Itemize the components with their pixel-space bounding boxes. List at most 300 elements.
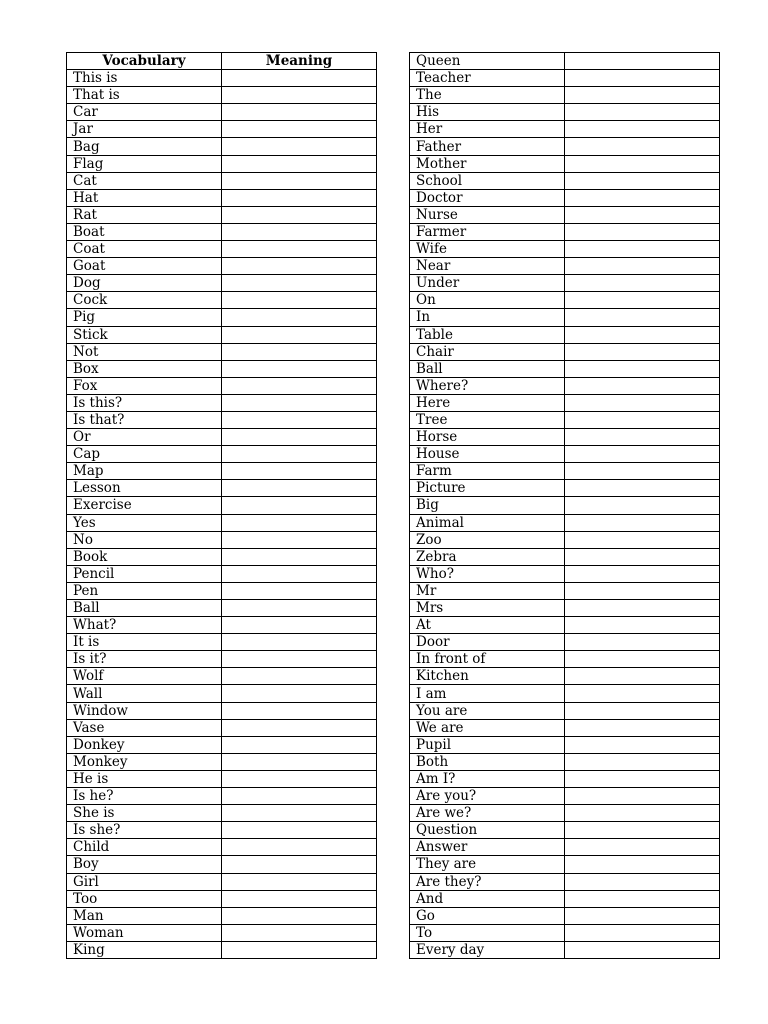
table-row (410, 634, 720, 651)
meaning-cell[interactable] (565, 531, 720, 548)
meaning-cell[interactable] (222, 617, 377, 634)
vocabulary-table-left (66, 52, 377, 959)
vocabulary-word: Near (410, 258, 565, 275)
table-row (410, 87, 720, 104)
table-row (410, 941, 720, 958)
table-row (410, 702, 720, 719)
meaning-cell[interactable] (222, 805, 377, 822)
table-row (67, 565, 377, 582)
table-row (67, 548, 377, 565)
vocabulary-word: Child (67, 839, 222, 856)
vocabulary-word: Chair (410, 343, 565, 360)
meaning-cell[interactable] (222, 223, 377, 240)
vocabulary-word: Farmer (410, 223, 565, 240)
meaning-cell[interactable] (222, 890, 377, 907)
table-row (67, 189, 377, 206)
table-row (410, 497, 720, 514)
vocabulary-word: Box (67, 360, 222, 377)
vocabulary-word: Vase (67, 719, 222, 736)
meaning-cell[interactable] (565, 685, 720, 702)
vocabulary-word: Exercise (67, 497, 222, 514)
table-row (67, 70, 377, 87)
vocabulary-word: Car (67, 104, 222, 121)
vocabulary-word: School (410, 172, 565, 189)
table-row (67, 668, 377, 685)
vocabulary-list-left (67, 70, 377, 959)
meaning-cell[interactable] (222, 770, 377, 787)
table-row (410, 565, 720, 582)
table-row (67, 87, 377, 104)
meaning-cell[interactable] (565, 890, 720, 907)
meaning-cell[interactable] (222, 394, 377, 411)
table-row (410, 70, 720, 87)
meaning-cell[interactable] (565, 377, 720, 394)
table-row (410, 241, 720, 258)
table-row (67, 480, 377, 497)
table-row (67, 497, 377, 514)
vocabulary-word: They are (410, 856, 565, 873)
vocabulary-word: Mrs (410, 600, 565, 617)
meaning-cell[interactable] (565, 70, 720, 87)
meaning-cell[interactable] (565, 275, 720, 292)
vocabulary-word: Nurse (410, 206, 565, 223)
vocabulary-word: Flag (67, 155, 222, 172)
vocabulary-word: Not (67, 343, 222, 360)
vocabulary-word: House (410, 446, 565, 463)
meaning-cell[interactable] (565, 411, 720, 428)
vocabulary-word: Wife (410, 241, 565, 258)
vocabulary-word: Zoo (410, 531, 565, 548)
vocabulary-header: Vocabulary (67, 53, 222, 70)
vocabulary-word: Book (67, 548, 222, 565)
table-row (410, 873, 720, 890)
table-row (410, 343, 720, 360)
vocabulary-word: Dog (67, 275, 222, 292)
table-row (410, 770, 720, 787)
meaning-cell[interactable] (565, 394, 720, 411)
vocabulary-word: Every day (410, 941, 565, 958)
table-row (67, 924, 377, 941)
vocabulary-word: Farm (410, 463, 565, 480)
meaning-cell[interactable] (565, 548, 720, 565)
vocabulary-word: Pen (67, 582, 222, 599)
meaning-cell[interactable] (222, 275, 377, 292)
vocabulary-word: Are you? (410, 788, 565, 805)
table-row (67, 241, 377, 258)
table-row (67, 788, 377, 805)
vocabulary-word: Cat (67, 172, 222, 189)
meaning-cell[interactable] (565, 907, 720, 924)
table-row (410, 753, 720, 770)
table-row (410, 223, 720, 240)
vocabulary-word: Is it? (67, 651, 222, 668)
meaning-cell[interactable] (565, 446, 720, 463)
table-row (67, 822, 377, 839)
table-row (410, 206, 720, 223)
vocabulary-word: Go (410, 907, 565, 924)
vocabulary-word: Both (410, 753, 565, 770)
meaning-cell[interactable] (565, 138, 720, 155)
table-row (67, 839, 377, 856)
table-row (67, 463, 377, 480)
meaning-cell[interactable] (565, 634, 720, 651)
meaning-cell[interactable] (222, 548, 377, 565)
vocabulary-word: Table (410, 326, 565, 343)
table-row (410, 463, 720, 480)
meaning-cell[interactable] (222, 634, 377, 651)
vocabulary-word: Coat (67, 241, 222, 258)
meaning-cell[interactable] (222, 497, 377, 514)
vocabulary-word: You are (410, 702, 565, 719)
meaning-cell[interactable] (222, 839, 377, 856)
meaning-cell[interactable] (565, 258, 720, 275)
meaning-cell[interactable] (565, 788, 720, 805)
table-row (410, 617, 720, 634)
meaning-cell[interactable] (222, 736, 377, 753)
table-row (67, 753, 377, 770)
meaning-cell[interactable] (222, 138, 377, 155)
meaning-cell[interactable] (222, 924, 377, 941)
vocabulary-word: Ball (410, 360, 565, 377)
table-row (410, 582, 720, 599)
vocabulary-word: His (410, 104, 565, 121)
table-row (67, 138, 377, 155)
meaning-cell[interactable] (565, 856, 720, 873)
vocabulary-word: Who? (410, 565, 565, 582)
vocabulary-word: Window (67, 702, 222, 719)
vocabulary-word: He is (67, 770, 222, 787)
meaning-cell[interactable] (565, 53, 720, 70)
meaning-cell[interactable] (565, 241, 720, 258)
vocabulary-word: We are (410, 719, 565, 736)
vocabulary-word: Pig (67, 309, 222, 326)
meaning-cell[interactable] (222, 309, 377, 326)
meaning-cell[interactable] (222, 668, 377, 685)
vocabulary-word: Stick (67, 326, 222, 343)
vocabulary-word: Kitchen (410, 668, 565, 685)
vocabulary-word: Queen (410, 53, 565, 70)
vocabulary-word: No (67, 531, 222, 548)
vocabulary-word: Answer (410, 839, 565, 856)
meaning-cell[interactable] (565, 668, 720, 685)
vocabulary-word: Zebra (410, 548, 565, 565)
vocabulary-word: Where? (410, 377, 565, 394)
table-row (67, 275, 377, 292)
table-row (67, 805, 377, 822)
table-row (410, 104, 720, 121)
vocabulary-word: To (410, 924, 565, 941)
vocabulary-word: Wall (67, 685, 222, 702)
vocabulary-word: And (410, 890, 565, 907)
table-row (410, 856, 720, 873)
table-row (410, 839, 720, 856)
meaning-cell[interactable] (565, 429, 720, 446)
meaning-cell[interactable] (565, 480, 720, 497)
table-row (410, 907, 720, 924)
vocabulary-word: Is this? (67, 394, 222, 411)
meaning-cell[interactable] (222, 514, 377, 531)
vocabulary-word: Girl (67, 873, 222, 890)
meaning-cell[interactable] (565, 600, 720, 617)
vocabulary-word: What? (67, 617, 222, 634)
vocabulary-word: Hat (67, 189, 222, 206)
vocabulary-word: I am (410, 685, 565, 702)
table-row (67, 770, 377, 787)
table-row (67, 685, 377, 702)
meaning-cell[interactable] (565, 292, 720, 309)
table-row (67, 377, 377, 394)
table-row (410, 924, 720, 941)
meaning-cell[interactable] (565, 770, 720, 787)
meaning-cell[interactable] (222, 155, 377, 172)
vocabulary-word: Mother (410, 155, 565, 172)
table-row (410, 719, 720, 736)
table-row (67, 582, 377, 599)
table-row (410, 531, 720, 548)
meaning-cell[interactable] (565, 924, 720, 941)
vocabulary-table-right (409, 52, 720, 959)
vocabulary-word: Pencil (67, 565, 222, 582)
vocabulary-word: On (410, 292, 565, 309)
meaning-cell[interactable] (565, 719, 720, 736)
meaning-cell[interactable] (565, 873, 720, 890)
meaning-cell[interactable] (565, 172, 720, 189)
meaning-cell[interactable] (565, 565, 720, 582)
vocabulary-word: That is (67, 87, 222, 104)
vocabulary-word: Yes (67, 514, 222, 531)
table-row (67, 411, 377, 428)
meaning-cell[interactable] (565, 206, 720, 223)
table-row (67, 258, 377, 275)
meaning-cell[interactable] (565, 805, 720, 822)
vocabulary-word: Map (67, 463, 222, 480)
vocabulary-word: Wolf (67, 668, 222, 685)
meaning-cell[interactable] (222, 70, 377, 87)
meaning-cell[interactable] (222, 463, 377, 480)
table-row (67, 617, 377, 634)
meaning-cell[interactable] (222, 788, 377, 805)
table-row (410, 514, 720, 531)
vocabulary-word: Is she? (67, 822, 222, 839)
vocabulary-word: Cap (67, 446, 222, 463)
vocabulary-word: Here (410, 394, 565, 411)
meaning-cell[interactable] (222, 121, 377, 138)
vocabulary-word: Rat (67, 206, 222, 223)
meaning-cell[interactable] (565, 121, 720, 138)
table-row (67, 600, 377, 617)
vocabulary-word: Is he? (67, 788, 222, 805)
meaning-cell[interactable] (222, 822, 377, 839)
table-row (410, 394, 720, 411)
meaning-cell[interactable] (222, 292, 377, 309)
vocabulary-word: Door (410, 634, 565, 651)
meaning-cell[interactable] (565, 941, 720, 958)
meaning-cell[interactable] (565, 582, 720, 599)
table-row (67, 890, 377, 907)
table-row (67, 104, 377, 121)
table-row (67, 223, 377, 240)
vocabulary-word: Boy (67, 856, 222, 873)
vocabulary-word: Jar (67, 121, 222, 138)
meaning-cell[interactable] (565, 343, 720, 360)
vocabulary-word: Doctor (410, 189, 565, 206)
meaning-cell[interactable] (222, 326, 377, 343)
vocabulary-word: Monkey (67, 753, 222, 770)
meaning-cell[interactable] (222, 651, 377, 668)
meaning-cell[interactable] (565, 189, 720, 206)
vocabulary-word: This is (67, 70, 222, 87)
vocabulary-word: It is (67, 634, 222, 651)
meaning-cell[interactable] (565, 497, 720, 514)
meaning-cell[interactable] (222, 941, 377, 958)
meaning-cell[interactable] (222, 189, 377, 206)
table-row (67, 292, 377, 309)
vocabulary-word: Is that? (67, 411, 222, 428)
meaning-cell[interactable] (222, 206, 377, 223)
table-row (410, 138, 720, 155)
meaning-cell[interactable] (222, 582, 377, 599)
table-row (67, 394, 377, 411)
meaning-cell[interactable] (565, 617, 720, 634)
meaning-cell[interactable] (565, 326, 720, 343)
table-row (410, 377, 720, 394)
table-row (410, 788, 720, 805)
meaning-cell[interactable] (565, 155, 720, 172)
meaning-cell[interactable] (222, 565, 377, 582)
meaning-cell[interactable] (565, 360, 720, 377)
table-row (410, 53, 720, 70)
vocabulary-word: Horse (410, 429, 565, 446)
vocabulary-word: Mr (410, 582, 565, 599)
table-row (410, 121, 720, 138)
table-header-row (67, 53, 377, 70)
table-row (67, 736, 377, 753)
meaning-cell[interactable] (565, 822, 720, 839)
meaning-cell[interactable] (222, 753, 377, 770)
vocabulary-word: Ball (67, 600, 222, 617)
vocabulary-word: At (410, 617, 565, 634)
table-row (67, 309, 377, 326)
table-row (67, 514, 377, 531)
vocabulary-word: Father (410, 138, 565, 155)
meaning-cell[interactable] (222, 531, 377, 548)
meaning-header: Meaning (222, 53, 377, 70)
table-row (67, 702, 377, 719)
meaning-cell[interactable] (565, 736, 720, 753)
meaning-cell[interactable] (222, 856, 377, 873)
meaning-cell[interactable] (565, 702, 720, 719)
meaning-cell[interactable] (565, 463, 720, 480)
table-row (67, 719, 377, 736)
vocabulary-word: Picture (410, 480, 565, 497)
meaning-cell[interactable] (222, 719, 377, 736)
meaning-cell[interactable] (565, 104, 720, 121)
meaning-cell[interactable] (222, 360, 377, 377)
vocabulary-list-right (410, 53, 720, 959)
table-row (67, 446, 377, 463)
vocabulary-word: Woman (67, 924, 222, 941)
vocabulary-word: The (410, 87, 565, 104)
meaning-cell[interactable] (222, 429, 377, 446)
meaning-cell[interactable] (565, 514, 720, 531)
table-row (410, 446, 720, 463)
meaning-cell[interactable] (565, 87, 720, 104)
table-row (410, 309, 720, 326)
vocabulary-word: Big (410, 497, 565, 514)
vocabulary-word: King (67, 941, 222, 958)
meaning-cell[interactable] (565, 839, 720, 856)
meaning-cell[interactable] (222, 258, 377, 275)
meaning-cell[interactable] (565, 309, 720, 326)
vocabulary-word: Too (67, 890, 222, 907)
vocabulary-word: Bag (67, 138, 222, 155)
vocabulary-word: Under (410, 275, 565, 292)
vocabulary-word: Tree (410, 411, 565, 428)
vocabulary-word: In front of (410, 651, 565, 668)
vocabulary-word: Am I? (410, 770, 565, 787)
table-row (410, 292, 720, 309)
vocabulary-word: Man (67, 907, 222, 924)
table-row (67, 206, 377, 223)
vocabulary-word: Or (67, 429, 222, 446)
meaning-cell[interactable] (222, 907, 377, 924)
meaning-cell[interactable] (565, 753, 720, 770)
vocabulary-word: Goat (67, 258, 222, 275)
meaning-cell[interactable] (222, 446, 377, 463)
meaning-cell[interactable] (222, 600, 377, 617)
table-row (410, 600, 720, 617)
table-row (410, 651, 720, 668)
meaning-cell[interactable] (222, 377, 377, 394)
table-row (410, 890, 720, 907)
meaning-cell[interactable] (222, 873, 377, 890)
table-row (410, 668, 720, 685)
table-row (410, 685, 720, 702)
vocabulary-word: Question (410, 822, 565, 839)
table-row (67, 856, 377, 873)
vocabulary-word: In (410, 309, 565, 326)
meaning-cell[interactable] (222, 480, 377, 497)
meaning-cell[interactable] (222, 702, 377, 719)
meaning-cell[interactable] (222, 343, 377, 360)
table-row (410, 429, 720, 446)
vocabulary-word: Pupil (410, 736, 565, 753)
meaning-cell[interactable] (222, 172, 377, 189)
meaning-cell[interactable] (222, 685, 377, 702)
meaning-cell[interactable] (222, 411, 377, 428)
table-row (67, 155, 377, 172)
vocabulary-word: Are they? (410, 873, 565, 890)
table-row (410, 360, 720, 377)
vocabulary-word: Her (410, 121, 565, 138)
vocabulary-word: Donkey (67, 736, 222, 753)
table-row (410, 411, 720, 428)
meaning-cell[interactable] (222, 104, 377, 121)
table-row (67, 634, 377, 651)
table-row (410, 189, 720, 206)
table-row (67, 326, 377, 343)
table-row (410, 172, 720, 189)
vocabulary-word: Animal (410, 514, 565, 531)
meaning-cell[interactable] (565, 223, 720, 240)
meaning-cell[interactable] (222, 241, 377, 258)
table-row (67, 651, 377, 668)
table-row (410, 258, 720, 275)
vocabulary-word: Fox (67, 377, 222, 394)
meaning-cell[interactable] (222, 87, 377, 104)
table-row (410, 155, 720, 172)
meaning-cell[interactable] (565, 651, 720, 668)
